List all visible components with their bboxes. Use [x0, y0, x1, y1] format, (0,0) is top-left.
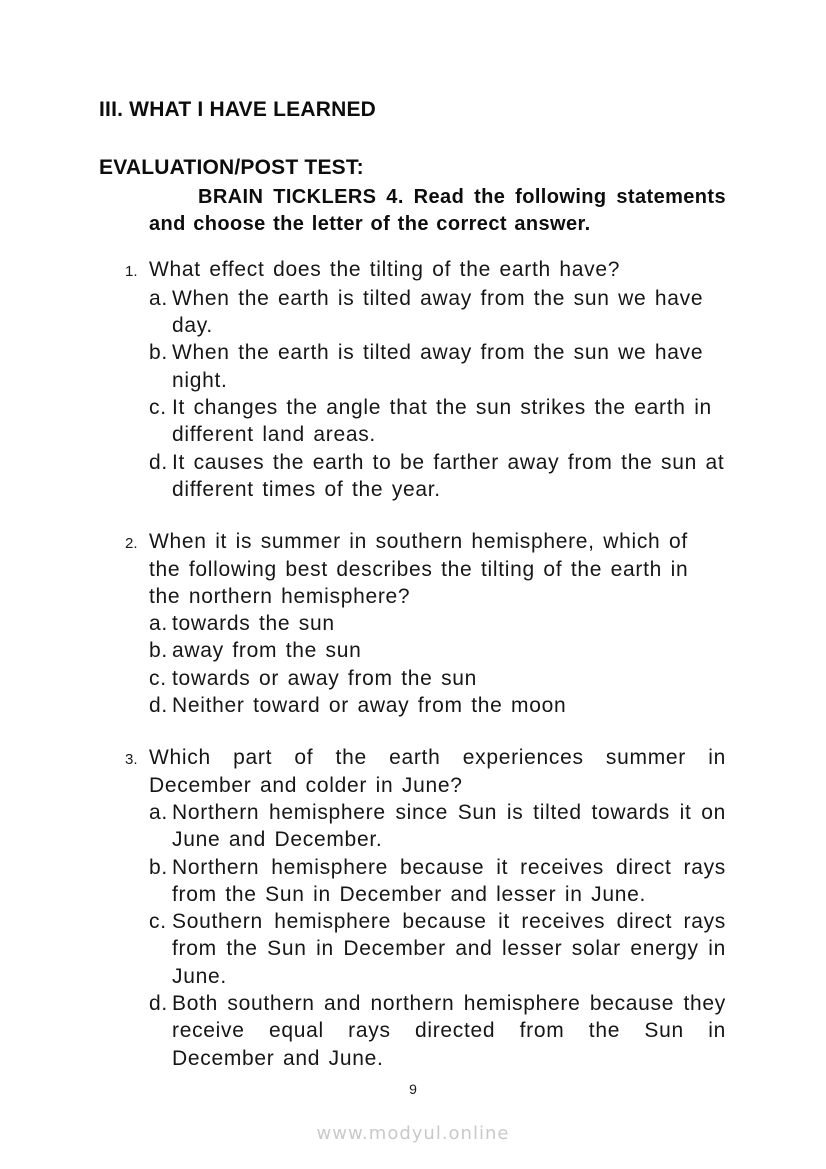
option-3c [149, 908, 726, 990]
option-text: towards or away from the sun [172, 666, 478, 690]
page-content [99, 0, 726, 1072]
option-text: When the earth is tilted away from the sun we have day. [172, 286, 704, 338]
question-3 [125, 744, 726, 1072]
option-1b [149, 339, 726, 394]
option-letter: d. [149, 694, 168, 718]
question-1 [125, 256, 726, 504]
option-letter: b. [149, 639, 168, 663]
question-number: 3. [125, 751, 138, 769]
question-text: What effect does the tilting of the earth have? [149, 257, 621, 281]
question-list [99, 256, 726, 1072]
option-text: Northern hemisphere since Sun is tilted towards it on June and December. [172, 800, 726, 852]
question-text: Which part of the earth experiences summer in December and colder in June? [149, 746, 726, 797]
instructions-text: BRAIN TICKLERS 4. Read the following statements and choose the letter of the correct answer. [149, 186, 726, 236]
option-text: Northern hemisphere because it receives direct rays from the Sun in December and lesser in June. [172, 855, 726, 906]
option-1d [149, 449, 726, 504]
watermark: www.modyul.online [316, 1123, 510, 1144]
question-1-head [125, 256, 726, 285]
option-text: It causes the earth to be farther away from the sun at different times of the year. [172, 450, 725, 501]
option-text: Both southern and northern hemisphere because they receive equal rays directed from the Sun in December and June. [172, 992, 726, 1070]
option-text: When the earth is tilted away from the sun we have night. [172, 341, 704, 392]
evaluation-heading: EVALUATION/POST TEST: [99, 156, 364, 179]
question-number: 1. [125, 262, 138, 280]
option-1a [149, 285, 726, 340]
option-letter: b. [149, 855, 168, 879]
option-2d [149, 692, 726, 719]
option-letter: c. [149, 666, 167, 690]
option-letter: c. [149, 910, 167, 934]
question-2-head [125, 528, 726, 610]
option-text: away from the sun [172, 639, 362, 663]
option-letter: a. [149, 800, 168, 824]
option-text: Southern hemisphere because it receives direct rays from the Sun in December and lesser solar energy in June. [172, 910, 726, 988]
option-3a [149, 799, 726, 854]
option-3b [149, 854, 726, 909]
question-text: When it is summer in southern hemisphere, which of the following best describes the tilting of the earth in the northern hemisphere? [149, 530, 689, 608]
option-2a [149, 610, 726, 637]
question-number: 2. [125, 535, 138, 553]
option-letter: a. [149, 612, 168, 636]
option-2b [149, 637, 726, 664]
option-letter: d. [149, 450, 168, 474]
section-heading: III. WHAT I HAVE LEARNED [99, 98, 377, 121]
page-number: 9 [409, 1081, 417, 1097]
option-text: Neither toward or away from the moon [172, 694, 567, 718]
option-letter: b. [149, 341, 168, 365]
option-letter: d. [149, 992, 168, 1016]
question-2 [125, 528, 726, 719]
option-text: It changes the angle that the sun strikes the earth in different land areas. [172, 396, 712, 447]
option-1c [149, 394, 726, 449]
option-text: towards the sun [172, 612, 335, 636]
option-2c [149, 665, 726, 692]
option-letter: a. [149, 286, 168, 310]
option-letter: c. [149, 396, 167, 420]
question-3-head [125, 744, 726, 799]
option-3d [149, 990, 726, 1072]
